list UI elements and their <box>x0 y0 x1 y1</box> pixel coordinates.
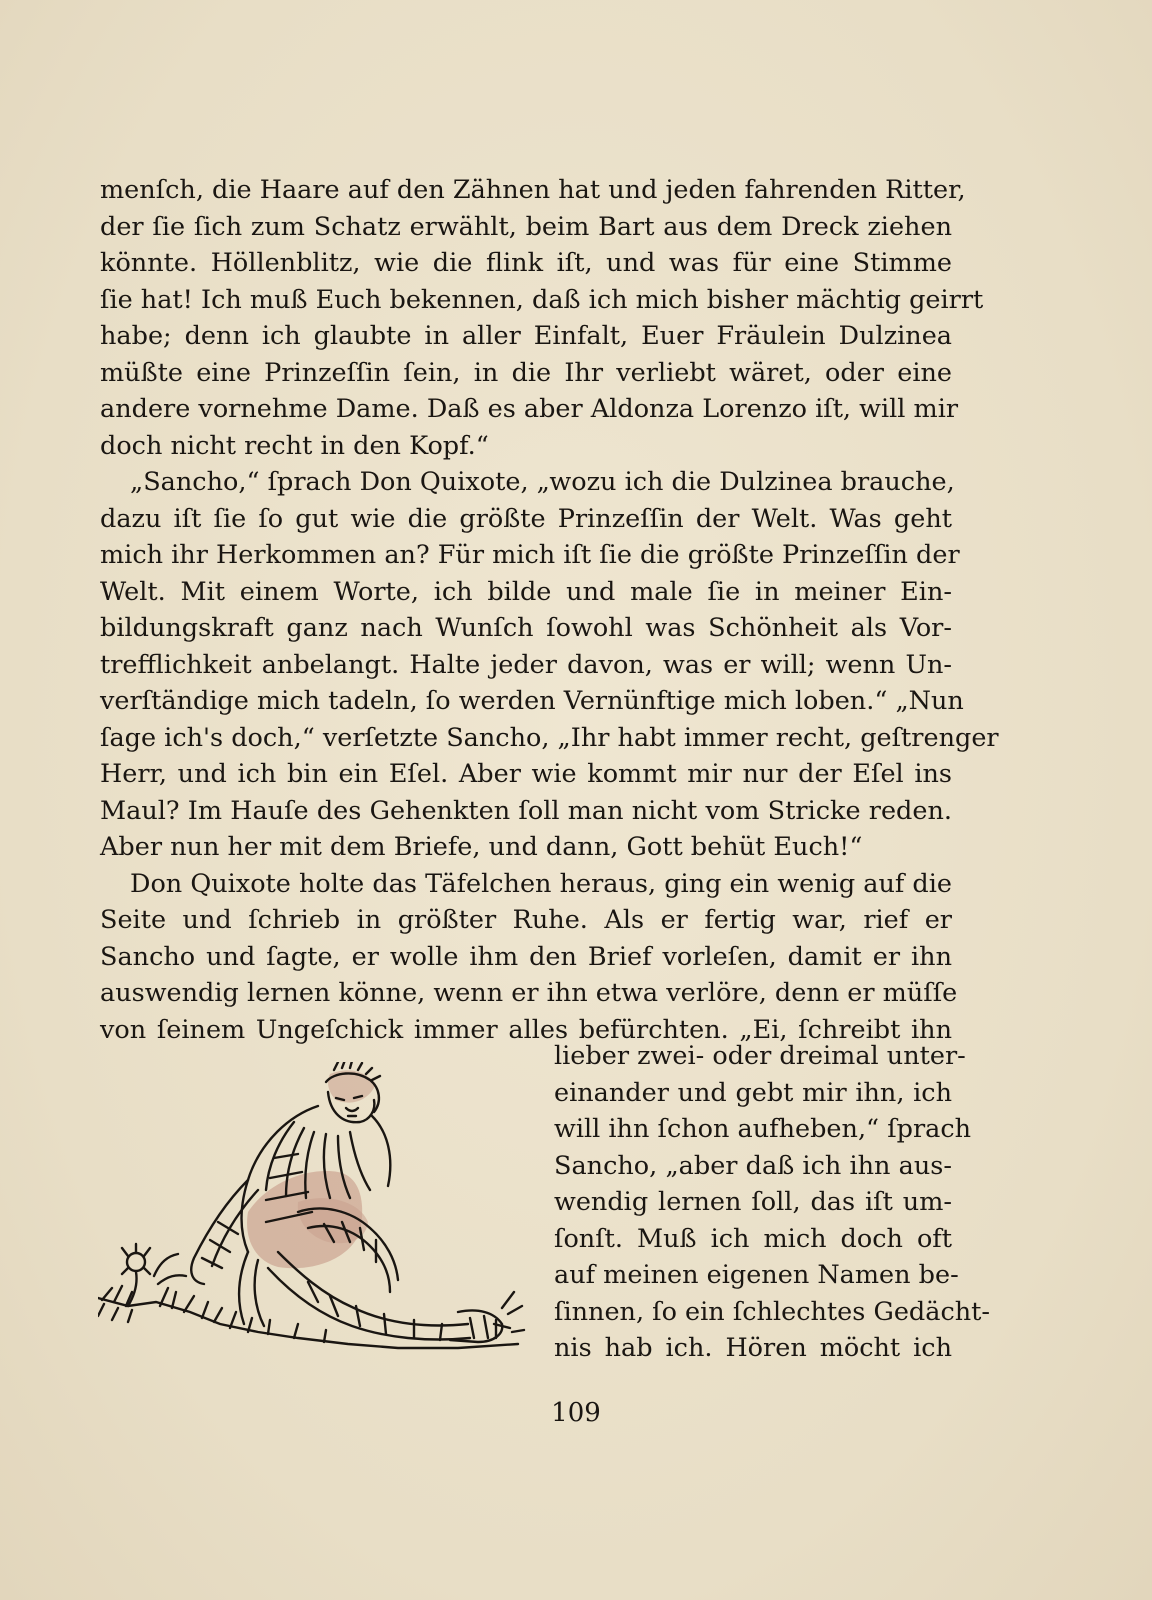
text-line: ſonſt. Muß ich mich doch oft <box>554 1223 952 1254</box>
page-number: 109 <box>551 1398 601 1428</box>
text-line: Welt. Mit einem Worte, ich bilde und male ſie in meiner Ein- <box>100 576 952 607</box>
text-line: der ſie ſich zum Schatz erwählt, beim Bart aus dem Dreck ziehen <box>100 211 952 242</box>
text-line: ſage ich's doch,“ verſetzte Sancho, „Ihr habt immer recht, geſtrenger <box>100 722 999 753</box>
text-line: Don Quixote holte das Täfelchen heraus, ging ein wenig auf die <box>130 868 952 899</box>
text-line: Sancho und ſagte, er wolle ihm den Brief vorleſen, damit er ihn <box>100 941 952 972</box>
text-line: verſtändige mich tadeln, ſo werden Vernünftige mich loben.“ „Nun <box>100 686 964 716</box>
text-line: mich ihr Herkommen an? Für mich iſt ſie die größte Prinzeſſin der <box>100 540 960 570</box>
text-line: trefflichkeit anbelangt. Halte jeder davon, was er will; wenn Un- <box>100 649 952 680</box>
text-line: habe; denn ich glaubte in aller Einfalt, Euer Fräulein Dulzinea <box>100 321 952 351</box>
wrapped-text-block <box>554 1038 991 1367</box>
text-line: doch nicht recht in den Kopf.“ <box>100 430 489 461</box>
text-line: „Sancho,“ ſprach Don Quixote, „wozu ich die Dulzinea brauche, <box>130 467 955 497</box>
text-line: ſinnen, ſo ein ſchlechtes Gedächt- <box>554 1296 991 1327</box>
text-line: Aber nun her mit dem Briefe, und dann, Gott behüt Euch!“ <box>100 832 863 862</box>
text-line: Seite und ſchrieb in größter Ruhe. Als er fertig war, rief er <box>100 905 952 935</box>
text-line: könnte. Höllenblitz, wie die flink iſt, und was für eine Stimme <box>100 248 952 278</box>
main-text-block <box>100 172 999 1048</box>
text-line: lieber zwei- oder dreimal unter- <box>554 1041 966 1071</box>
text-line: auf meinen eigenen Namen be- <box>554 1260 959 1290</box>
text-line: dazu iſt ſie ſo gut wie die größte Prinzeſſin der Welt. Was geht <box>100 503 952 534</box>
text-line: Sancho, „aber daß ich ihn aus- <box>554 1150 952 1181</box>
text-line: einander und gebt mir ihn, ich <box>554 1077 952 1108</box>
text-line: andere vornehme Dame. Daß es aber Aldonza Lorenzo iſt, will mir <box>100 394 959 424</box>
text-line: auswendig lernen könne, wenn er ihn etwa verlöre, denn er müſſe <box>100 978 958 1008</box>
text-line: will ihn ſchon aufheben,“ ſprach <box>554 1114 972 1144</box>
text-line: Herr, und ich bin ein Eſel. Aber wie kommt mir nur der Eſel ins <box>100 759 952 789</box>
text-line: müßte eine Prinzeſſin ſein, in die Ihr verliebt wäret, oder eine <box>100 357 952 388</box>
text-line: nis hab ich. Hören möcht ich <box>554 1333 952 1363</box>
woodcut-illustration <box>98 1062 526 1352</box>
text-line: wendig lernen ſoll, das iſt um- <box>554 1187 952 1217</box>
text-line: ſie hat! Ich muß Euch bekennen, daß ich mich bisher mächtig geirrt <box>100 284 984 315</box>
text-line: bildungskraft ganz nach Wunſch ſowohl was Schönheit als Vor- <box>100 613 952 643</box>
text-line: von ſeinem Ungeſchick immer alles befürchten. „Ei, ſchreibt ihn <box>100 1014 952 1045</box>
text-line: Maul? Im Hauſe des Gehenkten ſoll man nicht vom Stricke reden. <box>100 795 952 826</box>
text-line: menſch, die Haare auf den Zähnen hat und jeden fahrenden Ritter, <box>100 175 966 205</box>
